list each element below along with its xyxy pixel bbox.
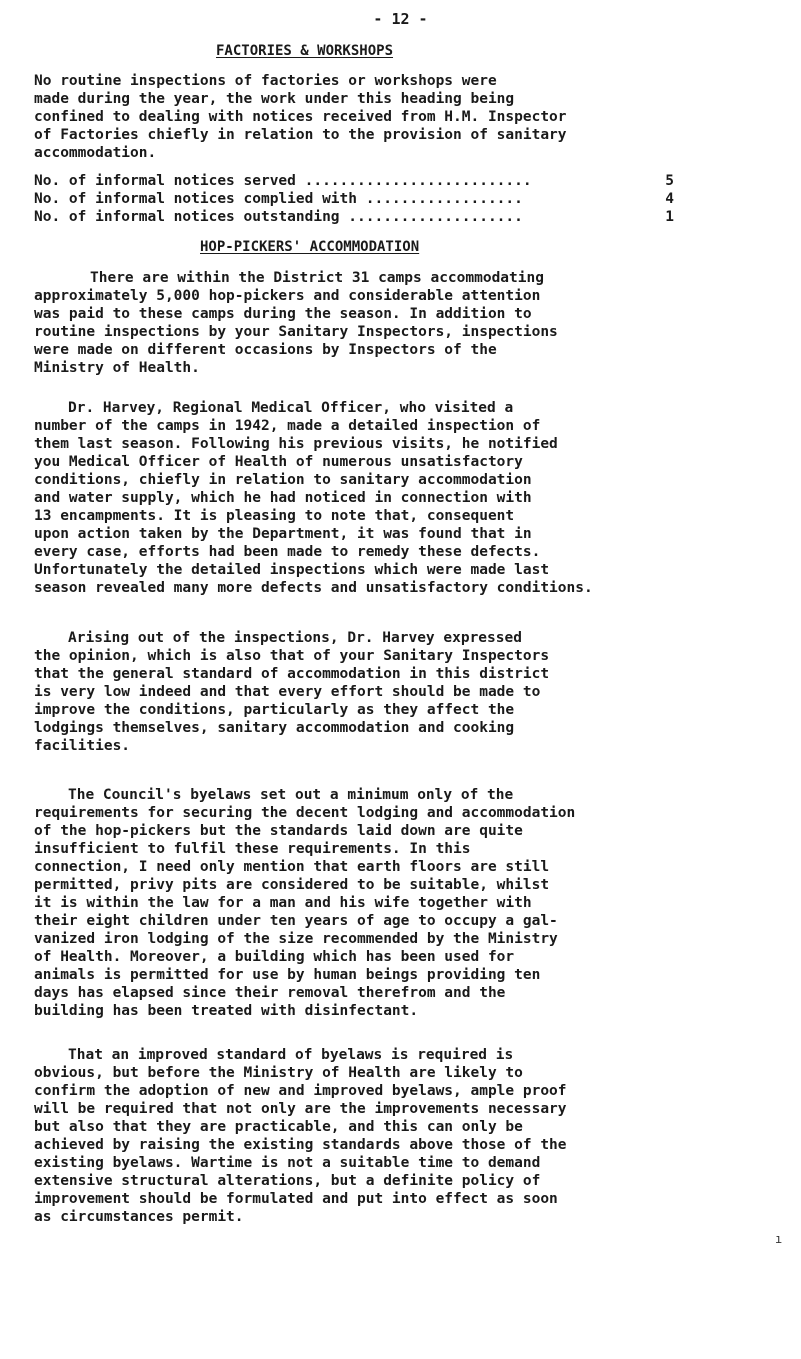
hop-pickers-paragraph-2 (34, 399, 794, 597)
notice-statistics (34, 172, 674, 226)
text-line: lodgings themselves, sanitary accommodation and cooking (34, 720, 515, 736)
text-line: conditions, chiefly in relation to sanitary accommodation (34, 472, 532, 488)
hop-pickers-paragraph-5 (34, 1046, 794, 1226)
text-line: and water supply, which he had noticed in connection with (34, 490, 532, 506)
text-line: days has elapsed since their removal therefrom and the (34, 985, 506, 1001)
text-line: of the hop-pickers but the standards laid down are quite (34, 823, 523, 839)
text-line: obvious, but before the Ministry of Health are likely to (34, 1065, 523, 1081)
text-line: their eight children under ten years of age to occupy a gal- (34, 913, 558, 929)
text-line: That an improved standard of byelaws is required is (68, 1047, 514, 1063)
text-line: is very low indeed and that every effort should be made to (34, 684, 541, 700)
text-line: connection, I need only mention that earth floors are still (34, 859, 550, 875)
text-line: No routine inspections of factories or workshops were (34, 73, 497, 89)
text-line: facilities. (34, 738, 131, 754)
text-line: insufficient to fulfil these requirements. In this (34, 841, 471, 857)
hop-pickers-paragraph-1 (34, 269, 794, 377)
text-line: that the general standard of accommodation in this district (34, 666, 550, 682)
hop-pickers-paragraph-3 (34, 629, 794, 755)
stat-row-complied (34, 190, 674, 208)
text-line: them last season. Following his previous visits, he notified (34, 436, 558, 452)
text-line: extensive structural alterations, but a definite policy of (34, 1173, 541, 1189)
text-line: accommodation. (34, 145, 157, 161)
hop-pickers-paragraph-4 (34, 786, 794, 1020)
text-line: Dr. Harvey, Regional Medical Officer, who visited a (68, 400, 514, 416)
text-line: confirm the adoption of new and improved byelaws, ample proof (34, 1083, 567, 1099)
text-line: but also that they are practicable, and this can only be (34, 1119, 523, 1135)
stat-row-served (34, 172, 674, 190)
text-line: confined to dealing with notices received from H.M. Inspector (34, 109, 567, 125)
text-line: permitted, privy pits are considered to be suitable, whilst (34, 877, 550, 893)
text-line: animals is permitted for use by human beings providing ten (34, 967, 541, 983)
text-line: approximately 5,000 hop-pickers and considerable attention (34, 288, 541, 304)
text-line: made during the year, the work under this heading being (34, 91, 515, 107)
text-line: of Health. Moreover, a building which has been used for (34, 949, 515, 965)
text-line: Arising out of the inspections, Dr. Harvey expressed (68, 630, 522, 646)
text-line: 13 encampments. It is pleasing to note that, consequent (34, 508, 515, 524)
text-line: you Medical Officer of Health of numerous unsatisfactory (34, 454, 523, 470)
text-line: Ministry of Health. (34, 360, 200, 376)
page-number: - 12 - (373, 10, 428, 28)
text-line: improvement should be formulated and put into effect as soon (34, 1191, 558, 1207)
text-line: upon action taken by the Department, it was found that in (34, 526, 532, 542)
text-line: as circumstances permit. (34, 1209, 244, 1225)
text-line: vanized iron lodging of the size recommended by the Ministry (34, 931, 558, 947)
text-line: Unfortunately the detailed inspections which were made last (34, 562, 550, 578)
text-line: was paid to these camps during the season. In addition to (34, 306, 532, 322)
hop-pickers-heading: HOP-PICKERS' ACCOMMODATION (200, 239, 420, 255)
stat-row-outstanding (34, 208, 674, 226)
text-line: routine inspections by your Sanitary Inspectors, inspections (34, 324, 558, 340)
text-line: every case, efforts had been made to remedy these defects. (34, 544, 541, 560)
stat-label: No. of informal notices served .......................... (34, 173, 532, 189)
text-line: of Factories chiefly in relation to the provision of sanitary (34, 127, 567, 143)
stat-value: 1 (665, 209, 674, 225)
text-line: improve the conditions, particularly as they affect the (34, 702, 515, 718)
text-line: achieved by raising the existing standards above those of the (34, 1137, 567, 1153)
stat-label: No. of informal notices outstanding .................... (34, 209, 523, 225)
text-line: the opinion, which is also that of your Sanitary Inspectors (34, 648, 550, 664)
text-line: existing byelaws. Wartime is not a suitable time to demand (34, 1155, 541, 1171)
text-line: number of the camps in 1942, made a detailed inspection of (34, 418, 541, 434)
text-line: will be required that not only are the improvements necessary (34, 1101, 567, 1117)
factories-heading: FACTORIES & WORKSHOPS (216, 43, 394, 59)
stat-label: No. of informal notices complied with .................. (34, 191, 523, 207)
text-line: building has been treated with disinfectant. (34, 1003, 419, 1019)
text-line: The Council's byelaws set out a minimum only of the (68, 787, 514, 803)
stat-value: 5 (665, 173, 674, 189)
text-line: There are within the District 31 camps accommodating (90, 270, 544, 286)
text-line: requirements for securing the decent lodging and accommodation (34, 805, 576, 821)
text-line: were made on different occasions by Inspectors of the (34, 342, 497, 358)
factories-paragraph (34, 72, 794, 162)
scan-mark: ı (775, 1232, 783, 1246)
text-line: it is within the law for a man and his wife together with (34, 895, 532, 911)
stat-value: 4 (665, 191, 674, 207)
text-line: season revealed many more defects and unsatisfactory conditions. (34, 580, 593, 596)
